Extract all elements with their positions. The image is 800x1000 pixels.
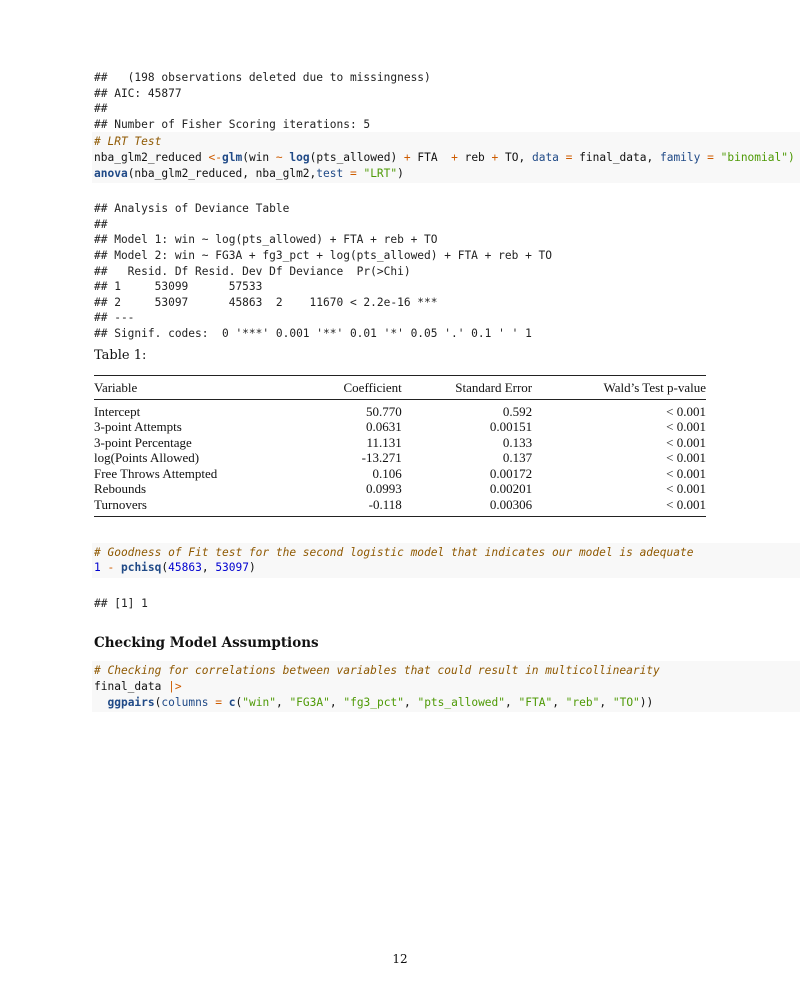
table-row	[94, 399, 706, 419]
output-line: ## AIC: 45877	[94, 86, 182, 100]
document-page	[94, 70, 795, 712]
cell-standard-error: 0.00201	[489, 481, 533, 497]
code-token: test	[316, 166, 344, 180]
table-row	[94, 450, 706, 466]
cell-standard-error: 0.137	[502, 450, 533, 466]
output-line: ## Number of Fisher Scoring iterations: 5	[94, 117, 371, 131]
code-token: "FTA"	[518, 695, 553, 709]
section-heading: Checking Model Assumptions	[94, 635, 319, 652]
code-block-gof	[92, 543, 800, 578]
cell-coefficient: 0.0631	[366, 419, 402, 435]
code-token: =	[558, 150, 580, 164]
cell-p-value: < 0.001	[666, 481, 706, 497]
code-token: +	[491, 150, 499, 164]
cell-coefficient: 0.106	[372, 465, 402, 481]
code-token: ,	[552, 695, 566, 709]
code-comment: # Checking for correlations between variables that could result in multicollinearity	[94, 664, 660, 678]
code-token: "pts_allowed"	[417, 695, 506, 709]
code-line	[94, 150, 800, 166]
code-token: ~	[275, 150, 283, 164]
output-line: ## Resid. Df Resid. Dev Df Deviance Pr(>Chi)	[94, 264, 411, 278]
code-token: family	[659, 150, 701, 164]
output-line: ## Model 2: win ~ FG3A + fg3_pct + log(pts_allowed) + FTA + reb + TO	[94, 248, 553, 262]
code-token: final_data	[94, 680, 169, 694]
code-token: 53097	[215, 561, 249, 575]
code-token: )	[249, 561, 256, 575]
code-token: (pts_allowed)	[309, 150, 404, 164]
code-token: data	[531, 150, 559, 164]
cell-standard-error: 0.00151	[489, 419, 533, 435]
output-line: ## 1 53099 57533	[94, 280, 263, 294]
code-token: 1	[94, 561, 101, 575]
code-token: pchisq	[120, 561, 162, 575]
cell-standard-error: 0.133	[502, 434, 533, 450]
code-token: "win"	[242, 695, 276, 709]
code-token: c	[228, 695, 236, 709]
cell-variable: 3-point Percentage	[94, 434, 192, 450]
cell-standard-error: 0.00172	[489, 465, 533, 481]
code-token: +	[451, 150, 458, 164]
table-row	[94, 466, 706, 482]
code-token: ,	[403, 695, 418, 709]
output-line: ## Model 1: win ~ log(pts_allowed) + FTA + reb + TO	[94, 233, 438, 247]
cell-p-value: < 0.001	[666, 434, 706, 450]
table-caption: Table 1:	[94, 347, 147, 363]
output-line: ## Analysis of Deviance Table	[94, 202, 290, 216]
code-token	[94, 696, 107, 709]
code-token: =	[700, 150, 721, 164]
code-token: reb	[457, 150, 492, 164]
cell-variable: Rebounds	[94, 481, 146, 497]
header-coefficient: Coefficient	[303, 375, 402, 399]
code-line	[94, 679, 800, 695]
cell-p-value: < 0.001	[666, 450, 706, 466]
cell-coefficient: -13.271	[361, 450, 402, 466]
code-token: )	[397, 166, 404, 180]
code-token: (nba_glm2_reduced, nba_glm2,	[127, 166, 317, 180]
cell-p-value: < 0.001	[666, 465, 706, 481]
code-token: (win	[242, 150, 276, 164]
code-token: ,	[505, 695, 519, 709]
output-top	[94, 70, 706, 132]
cell-variable: Free Throws Attempted	[94, 465, 218, 481]
code-token: =	[208, 695, 229, 709]
cell-standard-error: 0.00306	[402, 497, 532, 516]
code-token: ,	[201, 561, 216, 575]
code-line	[94, 560, 800, 576]
code-token: log	[289, 150, 310, 164]
regression-table	[94, 375, 706, 517]
code-token: (	[235, 695, 243, 709]
code-token: nba_glm2_reduced	[94, 150, 209, 164]
cell-standard-error: 0.592	[502, 403, 533, 419]
cell-variable: Intercept	[94, 403, 141, 419]
cell-coefficient: 11.131	[366, 434, 402, 450]
output-line: ## (198 observations deleted due to missingness)	[94, 71, 431, 84]
cell-variable: Turnovers	[94, 497, 303, 516]
table-row	[94, 481, 706, 497]
code-token: ))	[639, 695, 654, 709]
cell-p-value: < 0.001	[532, 497, 706, 516]
code-token: "fg3_pct"	[343, 695, 404, 709]
code-token: FTA	[410, 150, 452, 164]
cell-variable: log(Points Allowed)	[94, 450, 200, 466]
code-token: (	[154, 695, 162, 709]
code-token: ,	[329, 695, 344, 709]
code-token: "FG3A"	[289, 695, 330, 709]
output-line: ##	[94, 102, 108, 116]
code-token: ,	[599, 695, 613, 709]
code-token: final_data,	[579, 150, 660, 164]
cell-coefficient: -0.118	[303, 497, 402, 516]
code-token: (	[161, 561, 169, 575]
code-token: "reb"	[565, 695, 600, 709]
table-row	[94, 419, 706, 435]
table-row	[94, 435, 706, 451]
code-token: "binomial")	[720, 150, 795, 164]
table-header-row	[94, 375, 706, 399]
code-token: "TO"	[612, 695, 640, 709]
header-standard-error: Standard Error	[402, 375, 532, 399]
code-token: +	[403, 150, 411, 164]
code-comment: # LRT Test	[94, 135, 162, 149]
output-line: ## ---	[94, 311, 135, 325]
code-token: TO,	[498, 150, 532, 164]
cell-variable: 3-point Attempts	[94, 419, 182, 435]
code-token: =	[343, 166, 364, 180]
code-token: "LRT"	[363, 166, 398, 180]
code-token: ,	[275, 695, 290, 709]
code-block-pairs	[92, 661, 800, 712]
output-line: ## Signif. codes: 0 '***' 0.001 '**' 0.01 '*' 0.05 '.' 0.1 ' ' 1	[94, 326, 532, 340]
code-comment: # Goodness of Fit test for the second logistic model that indicates our model is adequate	[94, 545, 694, 559]
code-token: <-	[208, 150, 222, 164]
output-gof: ## [1] 1	[94, 596, 148, 610]
code-token: ggpairs	[107, 695, 155, 709]
page-number: 12	[392, 952, 408, 966]
code-token: 45863	[168, 561, 202, 575]
code-line	[94, 695, 800, 711]
code-line	[94, 166, 800, 182]
cell-p-value: < 0.001	[666, 403, 706, 419]
header-variable: Variable	[94, 375, 303, 399]
output-line: ## 2 53097 45863 2 11670 < 2.2e-16 ***	[94, 295, 438, 309]
output-line: ##	[94, 217, 108, 231]
code-token: |>	[168, 680, 182, 694]
code-token: glm	[222, 150, 243, 164]
cell-coefficient: 0.0993	[366, 481, 402, 497]
output-anova	[94, 201, 706, 341]
code-token: -	[100, 561, 121, 575]
cell-coefficient: 50.770	[366, 403, 402, 419]
table-row	[94, 497, 706, 516]
code-block-lrt	[92, 132, 800, 183]
header-p-value: Wald’s Test p-value	[532, 375, 706, 399]
cell-p-value: < 0.001	[666, 419, 706, 435]
code-token: anova	[94, 166, 128, 180]
code-token: columns	[161, 695, 209, 709]
